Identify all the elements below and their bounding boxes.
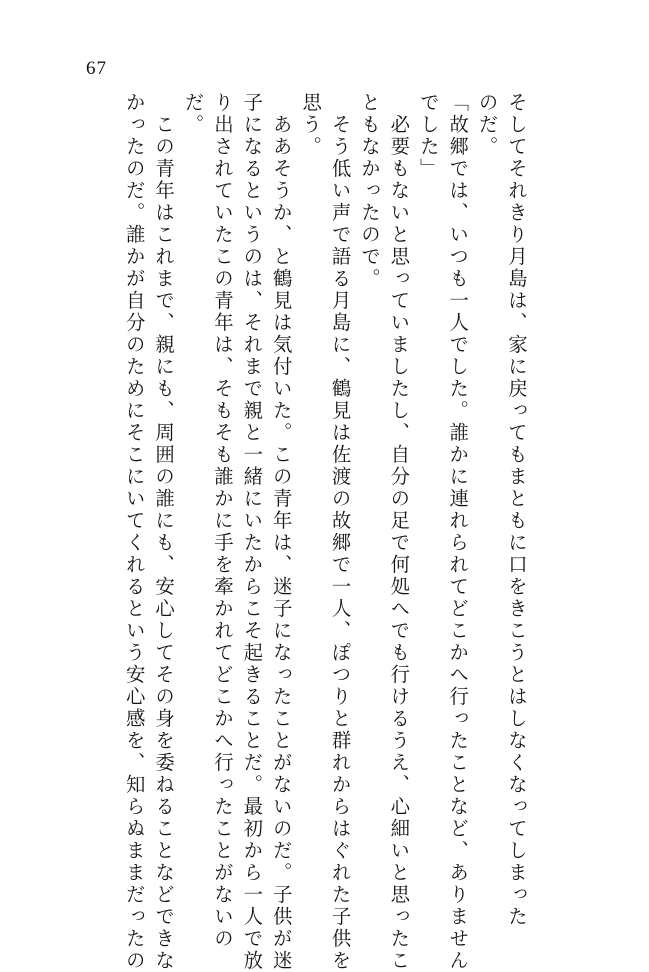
text-line: ああそうか、と鶴見は気付いた。この青年は、迷子になったことがないのだ。子供が迷 [269, 92, 293, 972]
text-line: 「故郷では、いつも一人でした。誰かに連れられてどこかへ行ったことなど、ありません [446, 92, 470, 972]
text-line: かったのだ。誰かが自分のためにそこにいてくれるという安心感を、知らぬままだったの [122, 92, 146, 972]
text-line: り出されていたこの青年は、そもそも誰かに手を牽かれてどこかへ行ったことがないの [210, 92, 234, 950]
text-line: この青年はこれまで、親にも、周囲の誰にも、安心してその身を委ねることなどできな [152, 92, 176, 972]
text-line: のだ。 [475, 92, 499, 158]
text-line: でした」 [416, 92, 440, 180]
text-line: だ。 [181, 92, 205, 136]
text-line: そう低い声で語る月島に、鶴見は佐渡の故郷で一人、ぽつりと群れからはぐれた子供を [328, 92, 352, 972]
page-number: 67 [86, 58, 107, 79]
vertical-text-body [119, 92, 531, 972]
text-line: 必要もないと思っていましたし、自分の足で何処へでも行けるうえ、心細いと思ったこ [387, 92, 411, 972]
text-line: 思う。 [299, 92, 323, 158]
text-line: そしてそれきり月島は、家に戻ってもまともに口をきこうとはしなくなってしまった [505, 92, 528, 928]
text-line: 子になるというのは、それまで親と一緒にいたからこそ起きることだ。最初から一人で放 [240, 92, 264, 972]
text-line: ともなかったので。 [357, 92, 381, 290]
